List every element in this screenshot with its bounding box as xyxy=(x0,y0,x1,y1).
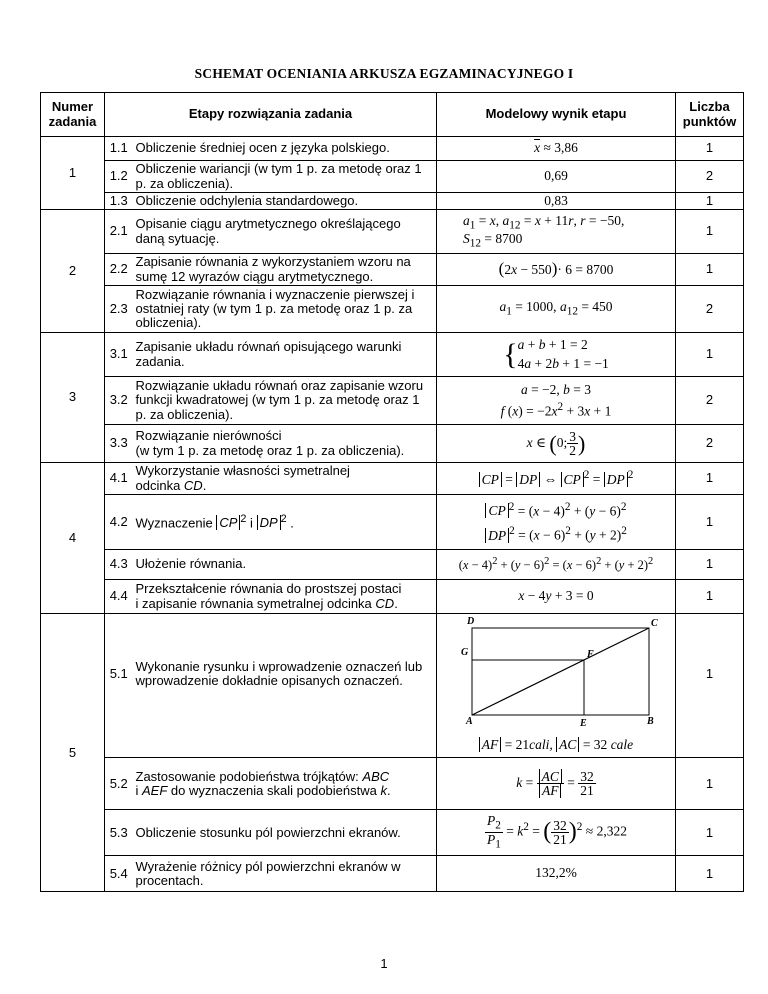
step-description: Wyrażenie różnicy pól powierzchni ekranów w procentach. xyxy=(133,856,437,892)
task-number: 3 xyxy=(41,333,105,463)
step-points: 1 xyxy=(676,758,744,810)
desc-and: i xyxy=(250,515,253,531)
step-number: 2.3 xyxy=(105,286,133,333)
header-row xyxy=(41,93,744,137)
rectangle-diagram xyxy=(440,614,673,730)
step-points: 2 xyxy=(676,286,744,333)
step-description: Obliczenie wariancji (w tym 1 p. za metodę oraz 1 p. za obliczenia). xyxy=(133,161,437,193)
table-row xyxy=(41,210,744,254)
document-title: SCHEMAT OCENIANIA ARKUSZA EGZAMINACYJNEGO I xyxy=(194,66,574,81)
step-number: 5.4 xyxy=(105,856,133,892)
step-number: 4.4 xyxy=(105,580,133,614)
step-number: 5.2 xyxy=(105,758,133,810)
step-number: 5.1 xyxy=(105,614,133,734)
desc-line: Zastosowanie podobieństwa trójkątów: xyxy=(135,768,363,784)
step-result xyxy=(437,614,676,734)
step-points: 1 xyxy=(676,137,744,161)
step-description: Rozwiązanie równania i wyznaczenie pierwszej i ostatniej raty (w tym 1 p. za metodę oraz 1 p. za obliczenia). xyxy=(133,286,437,333)
step-result: $\frac{P_2}{P_1}$ = $k^2$ = ( $\frac{32}{21}$ )$^2$ ≈ 2,322 xyxy=(437,810,676,856)
caption-af: = 21 xyxy=(504,737,530,753)
task-number: 5 xyxy=(41,614,105,892)
step-result: a = −2, b = 3 f $(x) = -2x^2 + 3x + 1$ xyxy=(437,377,676,425)
step-number: 1.2 xyxy=(105,161,133,193)
step-points: 1 xyxy=(676,254,744,286)
label-c: C xyxy=(650,618,658,629)
step-points: 1 xyxy=(676,810,744,856)
desc-line: Rozwiązanie nierówności xyxy=(135,428,282,444)
table-row xyxy=(41,193,744,210)
step-points: 1 xyxy=(676,495,744,550)
empty-cell xyxy=(133,734,437,758)
step-result: 0,83 xyxy=(437,193,676,210)
step-description xyxy=(133,463,437,495)
step-number: 2.2 xyxy=(105,254,133,286)
step-points: 2 xyxy=(676,161,744,193)
step-description xyxy=(133,758,437,810)
table-row xyxy=(41,495,744,550)
table-row xyxy=(41,254,744,286)
desc-punct: . xyxy=(394,595,398,611)
step-points: 1 xyxy=(676,333,744,377)
step-number: 4.3 xyxy=(105,550,133,580)
desc-italic: CD xyxy=(183,477,203,493)
desc-italic: CD xyxy=(375,595,395,611)
step-points: 1 xyxy=(676,614,744,734)
desc-italic: ABC xyxy=(362,768,390,784)
step-description: Obliczenie stosunku pól powierzchni ekranów. xyxy=(133,810,437,856)
step-description: Wykonanie rysunku i wprowadzenie oznaczeń lub wprowadzenie dokładnie opisanych oznaczeń. xyxy=(133,614,437,734)
header-wynik: Modelowy wynik etapu xyxy=(437,93,676,137)
table-row xyxy=(41,286,744,333)
step-description xyxy=(133,580,437,614)
table-row xyxy=(41,463,744,495)
desc-line: Przekształcenie równania do prostszej postaci xyxy=(135,581,402,597)
page-number: 1 xyxy=(380,956,388,971)
desc-italic: AEF xyxy=(142,782,168,798)
step-result: $a_1 = x$, $a_{12} = x + 11r$, r = −50, $S_{12} = 8700$ xyxy=(437,210,676,254)
step-points: 1 xyxy=(676,463,744,495)
caption-af-unit: cali, xyxy=(529,737,553,753)
step-points: 1 xyxy=(676,856,744,892)
step-number: 1.1 xyxy=(105,137,133,161)
step-points: 1 xyxy=(676,210,744,254)
step-number: 2.1 xyxy=(105,210,133,254)
table-row xyxy=(41,758,744,810)
task-number: 1 xyxy=(41,137,105,210)
task-number: 4 xyxy=(41,463,105,614)
fraction-numerator: 32 xyxy=(580,768,594,784)
label-g: G xyxy=(460,647,468,658)
step-result: x ∈ (0; $\frac{3}{2}$ ) xyxy=(437,425,676,463)
caption-ac-unit: cale xyxy=(610,737,634,753)
task-number: 2 xyxy=(41,210,105,333)
step-description xyxy=(133,425,437,463)
step-number: 3.1 xyxy=(105,333,133,377)
step-result: 132,2% xyxy=(437,856,676,892)
header-etapy: Etapy rozwiązania zadania xyxy=(105,93,437,137)
table-row xyxy=(41,856,744,892)
empty-cell xyxy=(676,734,744,758)
table-row xyxy=(41,377,744,425)
step-description: Obliczenie średniej ocen z języka polskiego. xyxy=(133,137,437,161)
step-points: 1 xyxy=(676,580,744,614)
step-result: 0,69 xyxy=(437,161,676,193)
header-punkty: Liczba punktów xyxy=(676,93,744,137)
step-number: 5.3 xyxy=(105,810,133,856)
step-result: k = $\frac{AC}{AF}$ = $\frac{32}{21}$ xyxy=(437,758,676,810)
table-row xyxy=(41,333,744,377)
desc-punct: . xyxy=(386,782,391,798)
label-e: E xyxy=(579,718,587,729)
label-b: B xyxy=(646,716,654,727)
desc-punct: . xyxy=(202,477,207,493)
step-result: $a_1 = 1000$, $a_{12} = 450$ xyxy=(437,286,676,333)
caption-ac: = 32 xyxy=(582,737,608,753)
step-points: 2 xyxy=(676,425,744,463)
fraction-denominator: 21 xyxy=(580,783,594,799)
grading-table xyxy=(40,92,744,892)
step-number: 1.3 xyxy=(105,193,133,210)
label-d: D xyxy=(466,616,474,627)
step-number: 4.2 xyxy=(105,495,133,550)
step-result: (2x − 550)· 6 = 8700 xyxy=(437,254,676,286)
table-row xyxy=(41,734,744,758)
step-result: AF = 21cali, AC = 32 cale xyxy=(437,734,676,758)
desc-line: odcinka xyxy=(135,477,184,493)
step-description: Ułożenie równania. xyxy=(133,550,437,580)
table-row xyxy=(41,580,744,614)
step-points: 1 xyxy=(676,550,744,580)
header-numer: Numer zadania xyxy=(41,93,105,137)
step-description: Opisanie ciągu arytmetycznego określającego daną sytuację. xyxy=(133,210,437,254)
desc-italic: k xyxy=(380,782,387,798)
step-result: $\overline{x} \approx 3,86$ xyxy=(437,137,676,161)
label-a: A xyxy=(465,716,473,727)
approx-value: ≈ 2,322 xyxy=(585,823,627,839)
step-description: Rozwiązanie układu równań oraz zapisanie wzoru funkcji kwadratowej (w tym 1 p. za metodę oraz 1 p. za obliczenia). xyxy=(133,377,437,425)
step-number: 3.3 xyxy=(105,425,133,463)
step-result: {a + b + 1 = 2 4a + 2b + 1 = −1 xyxy=(437,333,676,377)
step-description: Zapisanie równania z wykorzystaniem wzoru na sumę 12 wyrazów ciągu arytmetycznego. xyxy=(133,254,437,286)
desc-line: i xyxy=(135,782,142,798)
step-description: Zapisanie układu równań opisującego warunki zadania. xyxy=(133,333,437,377)
table-row xyxy=(41,810,744,856)
table-row xyxy=(41,425,744,463)
table-row xyxy=(41,614,744,734)
result-value: ≈ 3,86 xyxy=(543,140,578,156)
desc-line: Wykorzystanie własności symetralnej xyxy=(135,463,350,479)
step-number: 4.1 xyxy=(105,463,133,495)
step-description: Obliczenie odchylenia standardowego. xyxy=(133,193,437,210)
table-row xyxy=(41,550,744,580)
table-row xyxy=(41,161,744,193)
step-number: 3.2 xyxy=(105,377,133,425)
desc-text: Wyznaczenie xyxy=(135,515,213,531)
desc-line: (w tym 1 p. za metodę oraz 1 p. za obliczenia). xyxy=(135,442,405,458)
step-result: CP $^2 = (x - 4)^2 + (y - 6)^2$ DP $^2 = (x - 6)^2 + (y + 2)^2$ xyxy=(437,495,676,550)
label-f: F xyxy=(586,649,594,660)
step-result: $(x - 4)^2 + (y - 6)^2 = (x - 6)^2 + (y + 2)^2$ xyxy=(437,550,676,580)
step-result: x − 4y + 3 = 0 xyxy=(437,580,676,614)
table-row xyxy=(41,137,744,161)
step-description: Wyznaczenie CP $^2$ i DP $^2$ . xyxy=(133,495,437,550)
empty-cell xyxy=(105,734,133,758)
desc-line: i zapisanie równania symetralnej odcinka xyxy=(135,595,376,611)
step-points: 1 xyxy=(676,193,744,210)
step-points: 2 xyxy=(676,377,744,425)
step-result: CP = DP ⇔ CP $^2$ = DP $^2$ xyxy=(437,463,676,495)
desc-line: do wyznaczenia skali podobieństwa xyxy=(167,782,381,798)
